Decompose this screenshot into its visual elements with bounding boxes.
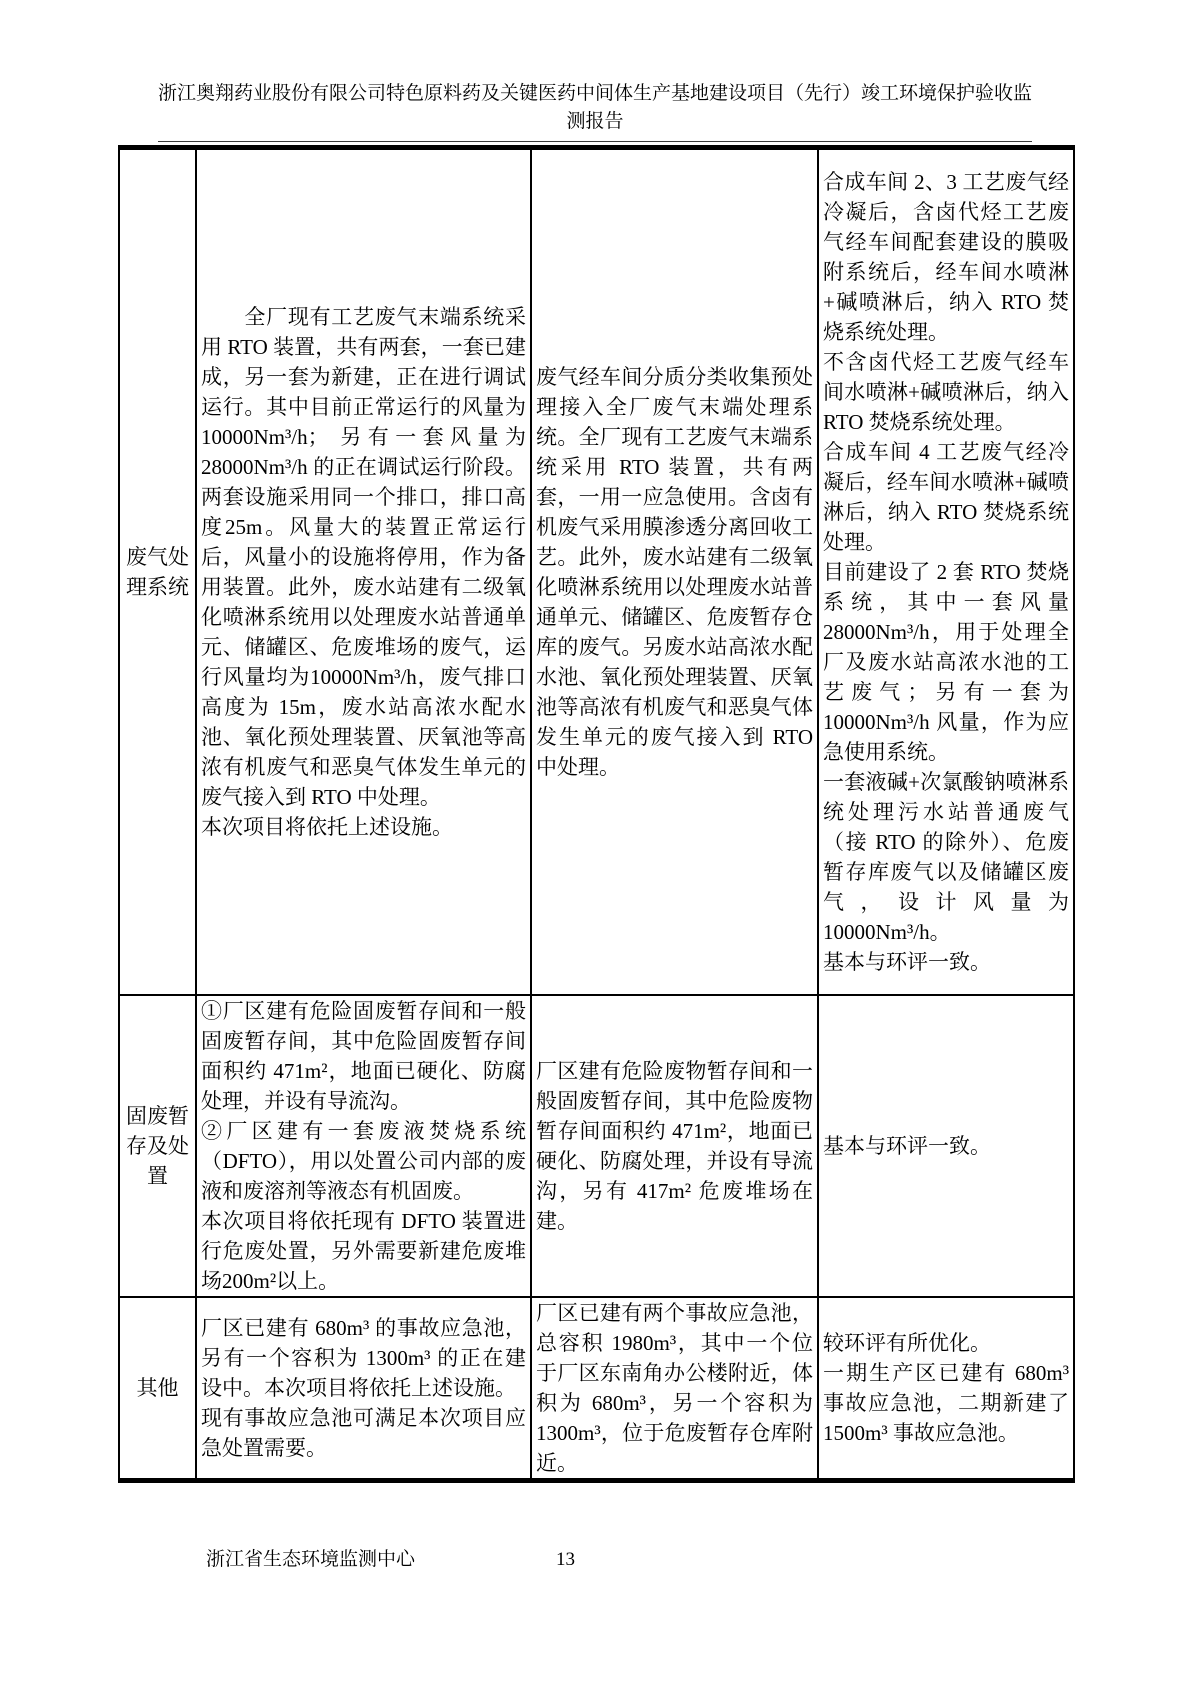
cell-other-existing: [196, 1297, 531, 1481]
title-line-1: 浙江奥翔药业股份有限公司特色原料药及关键医药中间体生产基地建设项目（先行）竣工环境保护验收监: [158, 83, 1033, 104]
paragraph: 本次项目将依托现有 DFTO 装置进行危废处置，另外需要新建危废堆场200m²以上。: [201, 1208, 526, 1293]
cell-solid-waste-actual: [818, 995, 1074, 1297]
row-label-other: 其他: [119, 1297, 196, 1481]
cell-other-eia: [531, 1297, 818, 1481]
row-solid-waste: [119, 995, 1074, 1297]
footer-organization: 浙江省生态环境监测中心: [206, 1549, 416, 1570]
paragraph: 合成车间 2、3 工艺废气经冷凝后，含卤代烃工艺废气经车间配套建设的膜吸附系统后，经车间水喷淋+碱喷淋后，纳入 RTO 焚烧系统处理。: [823, 169, 1069, 344]
paragraph: 厂区建有危险废物暂存间和一般固废暂存间，其中危险废物暂存间面积约 471m²，地面已硬化、防腐处理，并设有导流沟，另有 417m² 危废堆场在建。: [536, 1058, 813, 1233]
paragraph: 不含卤代烃工艺废气经车间水喷淋+碱喷淋后，纳入 RTO 焚烧系统处理。: [823, 349, 1069, 434]
paragraph: 废气经车间分质分类收集预处理接入全厂废气末端处理系统。全厂现有工艺废气末端系统采用 RTO 装置，共有两套，一用一应急使用。含卤有机废气采用膜渗透分离回收工艺。此外，废水站建有二级氧化喷淋系统用以处理废水站普通单元、储罐区、危废暂存仓库的废气。另废水站高浓水配水池、氧化预处理装置、厌氧池等高浓有机废气和恶臭气体发生单元的废气接入到 RTO 中处理。: [536, 364, 813, 779]
row-waste-gas-treatment: [119, 148, 1074, 995]
paragraph: 一套液碱+次氯酸钠喷淋系统处理污水站普通废气（接 RTO 的除外）、危废暂存库废气以及储罐区废气，设计风量为10000Nm³/h。: [823, 769, 1069, 944]
cell-waste-gas-actual: [818, 148, 1074, 995]
paragraph: 本次项目将依托上述设施。: [201, 814, 453, 839]
row-label-solid-waste: 固废暂存及处置: [119, 995, 196, 1297]
paragraph: 基本与环评一致。: [823, 1133, 991, 1158]
paragraph: 现有事故应急池可满足本次项目应急处置需要。: [201, 1405, 526, 1460]
cell-waste-gas-existing: [196, 148, 531, 995]
paragraph: 厂区已建有 680m³ 的事故应急池，另有一个容积为 1300m³ 的正在建设中。本次项目将依托上述设施。: [201, 1315, 526, 1400]
title-line-2: 测报告: [566, 111, 624, 132]
comparison-table: [118, 145, 1075, 1483]
paragraph: 合成车间 4 工艺废气经冷凝后，经车间水喷淋+碱喷淋后，纳入 RTO 焚烧系统处理。: [823, 439, 1069, 554]
paragraph: ①厂区建有危险固废暂存间和一般固废暂存间，其中危险固废暂存间面积约 471m²，地面已硬化、防腐处理，并设有导流沟。: [201, 998, 526, 1113]
cell-solid-waste-existing: [196, 995, 531, 1297]
cell-waste-gas-eia: [531, 148, 818, 995]
row-label-waste-gas: 废气处理系统: [119, 148, 196, 995]
cell-solid-waste-eia: [531, 995, 818, 1297]
paragraph: ②厂区建有一套废液焚烧系统（DFTO），用以处置公司内部的废液和废溶剂等液态有机固废。: [201, 1118, 526, 1203]
cell-other-actual: [818, 1297, 1074, 1481]
paragraph: 厂区已建有两个事故应急池，总容积 1980m³，其中一个位于厂区东南角办公楼附近，体积为 680m³，另一个容积为 1300m³，位于危废暂存仓库附近。: [536, 1300, 813, 1475]
paragraph: 目前建设了 2 套 RTO 焚烧系统，其中一套风量28000Nm³/h，用于处理全厂及废水站高浓水池的工艺废气；另有一套为10000Nm³/h 风量，作为应急使用系统。: [823, 559, 1069, 764]
paragraph: 一期生产区已建有 680m³ 事故应急池，二期新建了1500m³ 事故应急池。: [823, 1360, 1069, 1445]
document-title: [158, 80, 1032, 142]
footer-page-number: 13: [556, 1549, 575, 1570]
paragraph: 基本与环评一致。: [823, 949, 991, 974]
paragraph: 全厂现有工艺废气末端系统采用 RTO 装置，共有两套，一套已建成，另一套为新建，正在进行调试运行。其中目前正常运行的风量为10000Nm³/h； 另有一套风量为28000Nm³/h 的正在调试运行阶段。两套设施采用同一个排口，排口高度25m。风量大的装置正常运行后，风量小的设施将停用，作为备用装置。此外，废水站建有二级氧化喷淋系统用以处理废水站普通单元、储罐区、危废堆场的废气，运行风量均为10000Nm³/h，废气排口高度为 15m，废水站高浓水配水池、氧化预处理装置、厌氧池等高浓有机废气和恶臭气体发生单元的废气接入到 RTO 中处理。: [201, 304, 526, 809]
paragraph: 较环评有所优化。: [823, 1330, 991, 1355]
row-other: [119, 1297, 1074, 1481]
